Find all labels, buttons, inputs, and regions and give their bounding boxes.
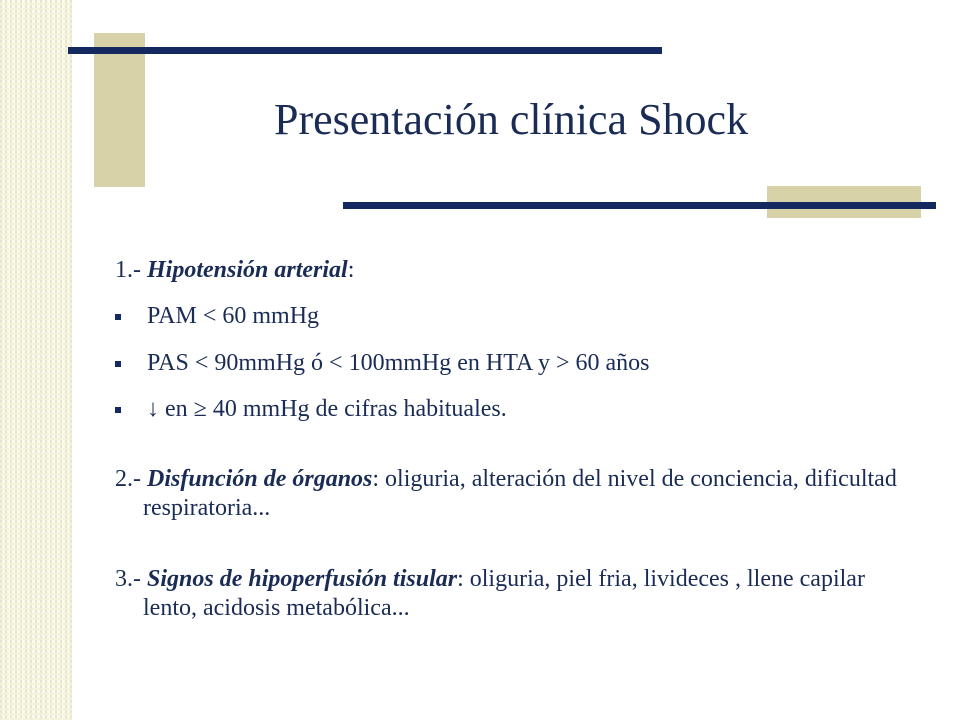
bullet-text: PAS < 90mmHg ó < 100mmHg en HTA y > 60 años: [147, 349, 650, 376]
decorative-bottom-line: [343, 202, 936, 209]
section-3-paragraph: [115, 565, 915, 624]
decorative-top-line: [68, 47, 662, 54]
decorative-stripe-pattern: [0, 0, 72, 720]
decorative-beige-block-left: [94, 33, 145, 187]
slide-body: [115, 256, 915, 623]
section-3-title: Signos de hipoperfusión tisular: [147, 565, 458, 592]
section-2-number: 2.-: [115, 466, 147, 493]
section-3-number: 3.-: [115, 565, 147, 592]
list-item: [115, 302, 915, 331]
section-1-heading: [115, 256, 915, 285]
square-bullet-icon: [115, 407, 121, 413]
section-3-text: : oliguria, piel fria, livideces , llene capilar lento, acidosis metabólica...: [143, 565, 865, 621]
list-item: [115, 349, 915, 378]
section-1-title: Hipotensión arterial: [147, 257, 348, 283]
section-2-text: : oliguria, alteración del nivel de conciencia, dificultad respiratoria...: [143, 466, 897, 522]
section-1-number: 1.-: [115, 257, 147, 283]
square-bullet-icon: [115, 314, 121, 320]
bullet-text: ↓ en ≥ 40 mmHg de cifras habituales.: [147, 395, 507, 422]
section-2-paragraph: [115, 465, 915, 524]
bullet-text: PAM < 60 mmHg: [147, 303, 320, 330]
section-1-suffix: :: [347, 257, 355, 283]
slide-title: Presentación clínica Shock: [274, 95, 749, 144]
square-bullet-icon: [115, 361, 121, 367]
section-2-title: Disfunción de órganos: [147, 466, 373, 493]
section-1-bullet-list: [115, 302, 915, 424]
list-item: [115, 395, 915, 424]
